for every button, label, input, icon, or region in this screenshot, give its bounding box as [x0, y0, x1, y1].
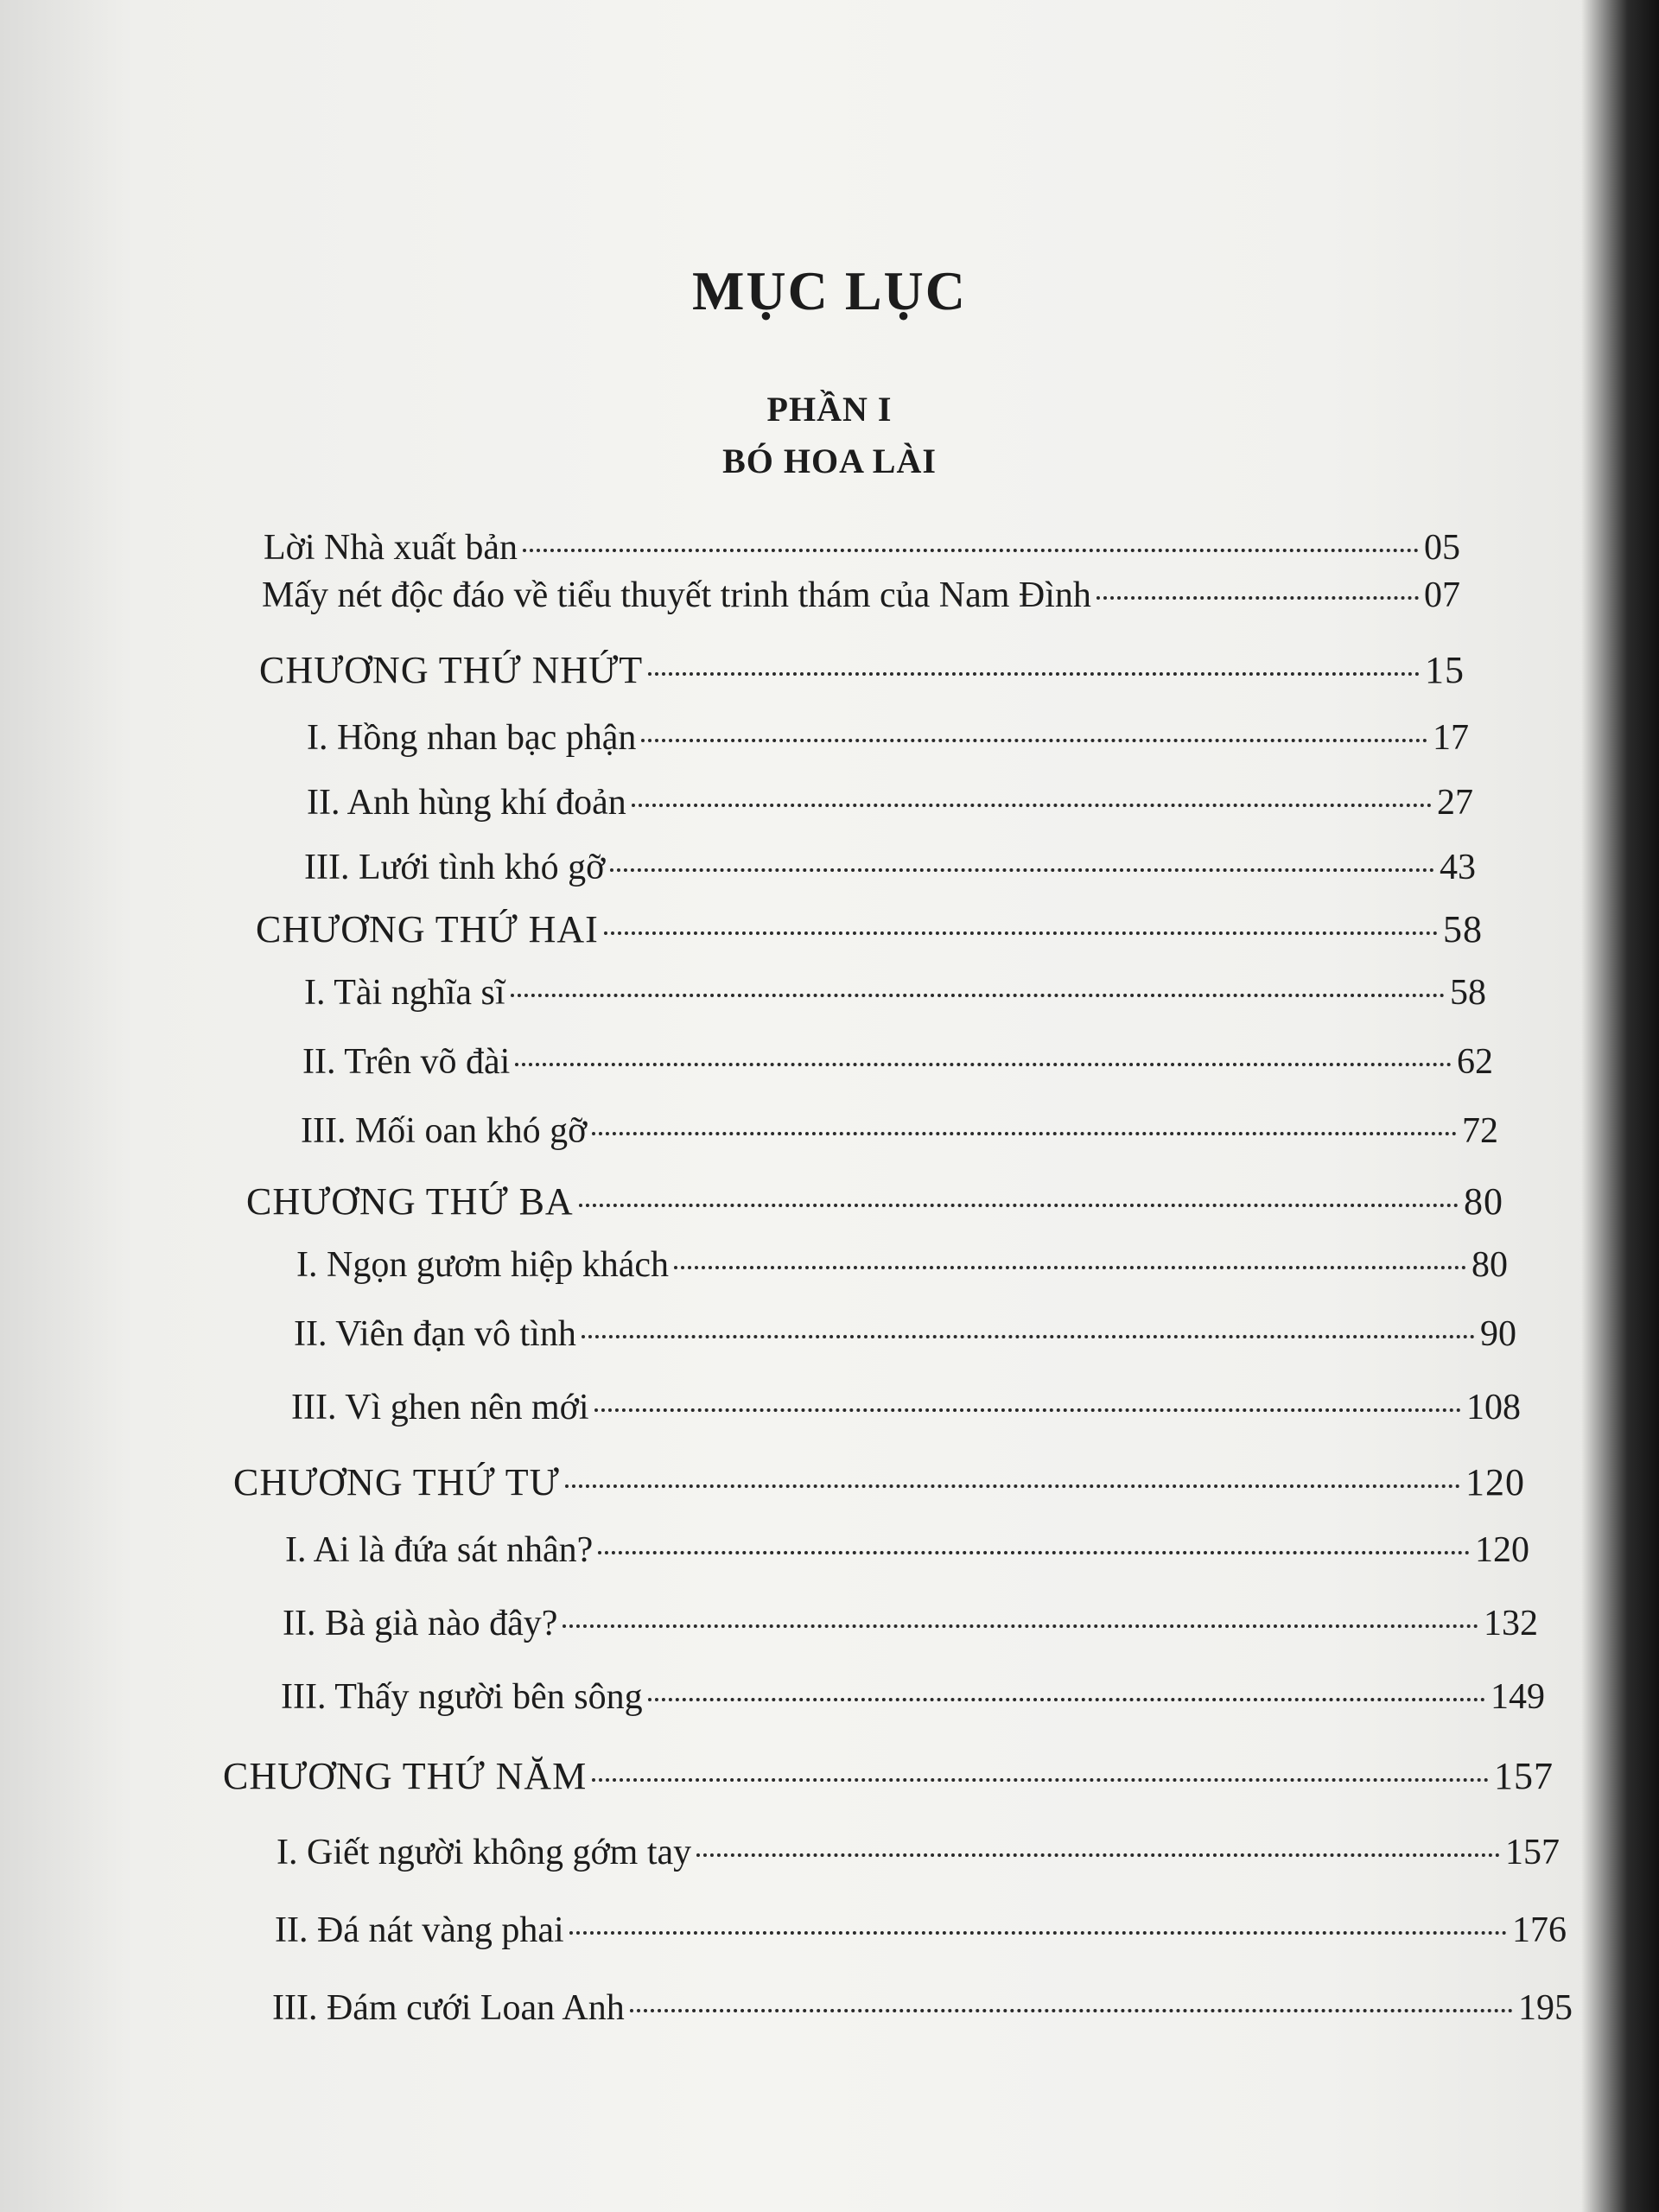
toc-chapter: [233, 1460, 1525, 1504]
toc-entry: [272, 1987, 1573, 2029]
toc-entry: [275, 1910, 1567, 1951]
dot-leader: [674, 1266, 1466, 1269]
toc-entry-label: I. Ai là đứa sát nhân?: [285, 1530, 594, 1570]
toc-entry-page: 05: [1424, 528, 1460, 568]
toc-entry-page: 17: [1433, 718, 1469, 758]
toc-entry-label: I. Ngọn gươm hiệp khách: [296, 1245, 670, 1285]
toc-entry-page: 157: [1505, 1833, 1560, 1872]
dot-leader: [569, 1931, 1507, 1935]
toc-entry-page: 120: [1465, 1461, 1525, 1503]
toc-chapter: [246, 1179, 1503, 1224]
toc-entry-label: I. Hồng nhan bạc phận: [307, 718, 637, 758]
toc-entry-label: CHƯƠNG THỨ NĂM: [223, 1755, 588, 1797]
toc-entry: [304, 972, 1486, 1014]
toc-entry: [291, 1387, 1521, 1428]
toc-entry-page: 27: [1437, 783, 1473, 823]
dot-leader: [604, 931, 1438, 935]
toc-entry-page: 15: [1425, 649, 1465, 691]
dot-leader: [579, 1204, 1459, 1207]
toc-entry-page: 58: [1443, 908, 1483, 950]
dot-leader: [523, 549, 1419, 552]
toc-entry-label: CHƯƠNG THỨ HAI: [256, 908, 599, 950]
toc-entry-label: CHƯƠNG THỨ BA: [246, 1180, 574, 1223]
dot-leader: [696, 1853, 1500, 1857]
toc-entry: [285, 1529, 1529, 1571]
toc-entry-page: 43: [1440, 848, 1476, 887]
toc-entry-label: II. Bà già nào đây?: [283, 1604, 558, 1643]
toc-entry-page: 07: [1424, 575, 1460, 615]
dot-leader: [630, 2009, 1513, 2012]
dot-leader: [641, 739, 1427, 742]
toc-entry-label: II. Viên đạn vô tình: [294, 1314, 576, 1354]
toc-entry-page: 80: [1464, 1180, 1503, 1223]
toc-entry: [264, 527, 1460, 569]
toc-entry: [307, 782, 1473, 823]
toc-entry-label: Mấy nét độc đáo về tiểu thuyết trinh thám của Nam Đình: [262, 575, 1091, 615]
toc-chapter: [259, 648, 1465, 692]
dot-leader: [648, 1698, 1485, 1701]
toc-entry: [304, 847, 1476, 888]
toc-entry: [262, 575, 1460, 616]
toc-entry: [296, 1244, 1508, 1286]
toc-entry-label: III. Lưới tình khó gỡ: [304, 848, 606, 887]
toc-entry: [294, 1313, 1516, 1355]
dot-leader: [648, 672, 1420, 676]
toc-entry-label: II. Trên võ đài: [302, 1042, 511, 1082]
toc-entry-label: Lời Nhà xuất bản: [264, 528, 518, 568]
toc-entry: [307, 717, 1469, 759]
toc-entry-label: CHƯƠNG THỨ NHỨT: [259, 649, 644, 691]
toc-entry-page: 120: [1475, 1530, 1529, 1570]
dot-leader: [563, 1624, 1478, 1628]
dot-leader: [515, 1063, 1452, 1066]
toc-entry-page: 72: [1462, 1111, 1498, 1151]
dot-leader: [610, 868, 1434, 872]
toc-entry-page: 90: [1480, 1314, 1516, 1354]
toc-title: MỤC LỤC: [692, 260, 967, 321]
toc-entry-page: 149: [1491, 1677, 1545, 1717]
part-number: PHẦN I: [766, 390, 893, 429]
dot-leader: [1096, 596, 1419, 600]
dot-leader: [592, 1778, 1489, 1782]
dot-leader: [632, 804, 1432, 807]
toc-entry-label: CHƯƠNG THỨ TƯ: [233, 1461, 560, 1503]
toc-entry-label: II. Đá nát vàng phai: [275, 1910, 564, 1950]
dot-leader: [511, 994, 1445, 997]
toc-entry: [276, 1832, 1560, 1873]
toc-entry: [281, 1676, 1545, 1718]
dot-leader: [582, 1335, 1475, 1338]
dot-leader: [598, 1551, 1470, 1554]
dot-leader: [592, 1132, 1457, 1135]
toc-entry: [302, 1041, 1493, 1083]
dot-leader: [594, 1408, 1461, 1412]
toc-chapter: [256, 907, 1483, 951]
toc-entry-page: 157: [1494, 1755, 1554, 1797]
toc-entry-page: 80: [1471, 1245, 1508, 1285]
toc-entry-label: III. Đám cưới Loan Anh: [272, 1988, 625, 2028]
toc-chapter: [223, 1754, 1554, 1798]
toc-entry: [301, 1110, 1498, 1152]
toc-entry-label: III. Vì ghen nên mới: [291, 1388, 589, 1427]
dot-leader: [565, 1484, 1460, 1488]
toc-entry-page: 195: [1518, 1988, 1573, 2028]
toc-entry-page: 62: [1457, 1042, 1493, 1082]
part-title: BÓ HOA LÀI: [722, 442, 937, 480]
toc-entry-label: I. Giết người không gớm tay: [276, 1833, 692, 1872]
toc-entry-page: 176: [1512, 1910, 1567, 1950]
toc-entry-label: III. Thấy người bên sông: [281, 1677, 643, 1717]
toc-entry-page: 58: [1450, 973, 1486, 1013]
toc-entry-label: II. Anh hùng khí đoản: [307, 783, 626, 823]
toc-entry: [283, 1603, 1538, 1644]
toc-entry-label: I. Tài nghĩa sĩ: [304, 973, 505, 1013]
toc-entry-label: III. Mối oan khó gỡ: [301, 1111, 588, 1151]
toc-entry-page: 108: [1466, 1388, 1521, 1427]
toc-entry-page: 132: [1484, 1604, 1538, 1643]
